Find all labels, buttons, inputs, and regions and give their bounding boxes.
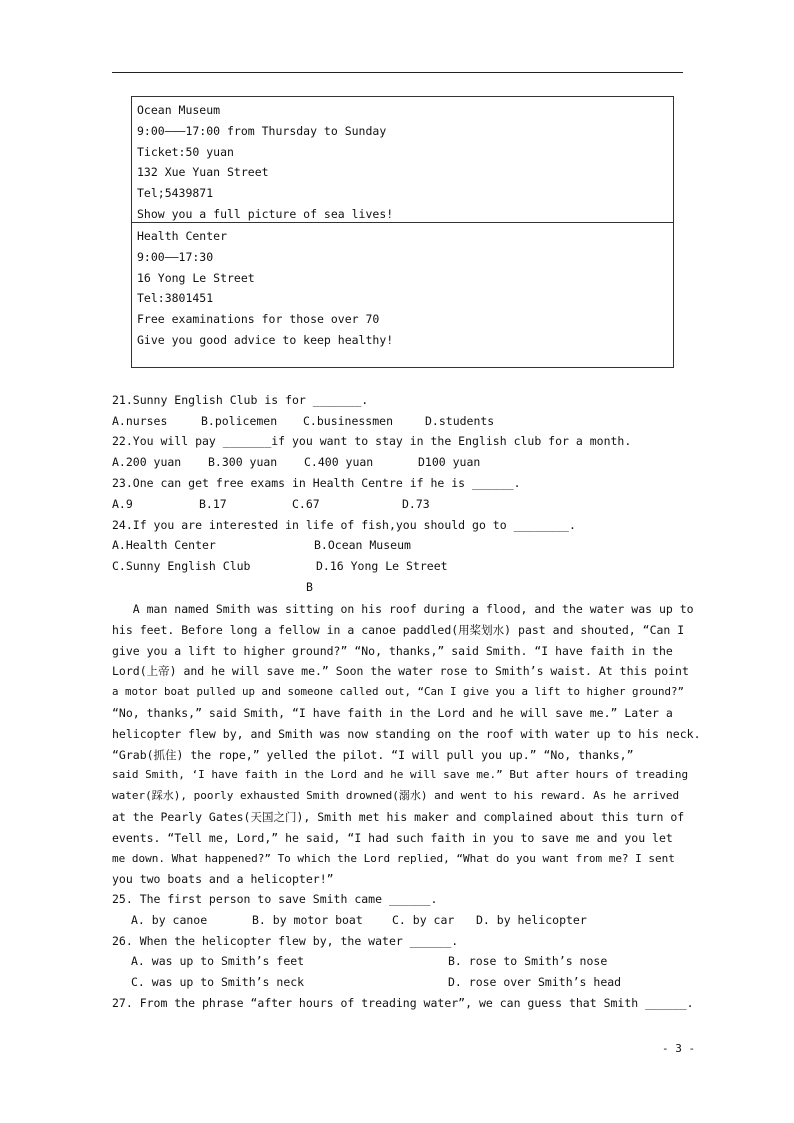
header-rule — [112, 72, 683, 73]
option: D. rose over Smith’s head — [448, 975, 622, 989]
passage-b — [112, 599, 701, 890]
question-26-options-2 — [112, 975, 712, 996]
passage-line: water(踩水), poorly exhausted Smith drowned(溺水) and went to his reward. As he arrived — [112, 789, 680, 803]
option: B.17 — [199, 497, 227, 511]
option: B. by motor boat — [252, 913, 363, 927]
passage-line: “Grab(抓住) the rope,” yelled the pilot. “I will pull you up.” “No, thanks,” — [112, 747, 634, 762]
health-center-tel: Tel:3801451 — [137, 291, 214, 306]
passage-line: “No, thanks,” said Smith, “I have faith in the Lord and he will save me.” Later a — [112, 705, 673, 720]
question-21-options — [112, 414, 712, 435]
passage-line: Lord(上帝) and he will save me.” Soon the water rose to Smith’s waist. At this point — [112, 664, 689, 679]
passage-line: said Smith, ‘I have faith in the Lord and he will save me.” But after hours of treading — [112, 768, 689, 782]
passage-line: A man named Smith was sitting on his roof during a flood, and the water was up to — [112, 602, 694, 616]
health-center-address: 16 Yong Le Street — [137, 270, 255, 285]
page-number: - 3 - — [662, 1042, 696, 1055]
question-22-options — [112, 455, 712, 476]
question-23: 23.One can get free exams in Health Centre if he is ______. — [112, 476, 521, 490]
section-b-label: B — [306, 580, 313, 594]
option: D.16 Yong Le Street — [316, 559, 448, 573]
option: A. was up to Smith’s feet — [131, 954, 305, 968]
question-24: 24.If you are interested in life of fish,you should go to ________. — [112, 518, 576, 532]
health-center-slogan: Give you good advice to keep healthy! — [137, 332, 394, 347]
passage-line: you two boats and a helicopter!” — [112, 872, 334, 887]
option: B. rose to Smith’s nose — [448, 954, 608, 968]
health-center-title: Health Center — [137, 229, 228, 243]
question-21: 21.Sunny English Club is for _______. — [112, 393, 369, 407]
option: A. by canoe — [131, 913, 208, 927]
option: D.73 — [402, 497, 430, 511]
question-23-options — [112, 497, 712, 518]
ocean-museum-title: Ocean Museum — [137, 103, 221, 117]
passage-line: at the Pearly Gates(天国之门), Smith met his maker and complained about this turn of — [112, 809, 685, 824]
passage-line: me down. What happened?” To which the Lord replied, “What do you want from me? I sent — [112, 851, 675, 865]
option: B.300 yuan — [208, 455, 278, 469]
ocean-museum-notice — [131, 96, 674, 223]
passage-line: events. “Tell me, Lord,” he said, “I had such faith in you to save me and you let — [112, 830, 673, 845]
ocean-museum-slogan: Show you a full picture of sea lives! — [137, 206, 394, 221]
option: D.students — [425, 414, 495, 428]
question-27: 27. From the phrase “after hours of treading water”, we can guess that Smith ______. — [112, 996, 694, 1010]
option: D. by helicopter — [476, 913, 587, 927]
ocean-museum-tel: Tel;5439871 — [137, 186, 214, 201]
option: B.policemen — [201, 414, 278, 428]
passage-line: helicopter flew by, and Smith was now standing on the roof with water up to his neck. — [112, 726, 701, 741]
option: B.Ocean Museum — [314, 538, 411, 552]
question-25: 25. The first person to save Smith came ______. — [112, 892, 438, 906]
option: D100 yuan — [418, 455, 481, 469]
question-26-options-1 — [112, 954, 712, 975]
option: C. was up to Smith’s neck — [131, 975, 305, 989]
question-26: 26. When the helicopter flew by, the water ______. — [112, 934, 459, 948]
option: C.67 — [292, 497, 320, 511]
option: A.9 — [112, 497, 133, 511]
option: C.businessmen — [303, 414, 394, 428]
ocean-museum-hours: 9:00———17:00 from Thursday to Sunday — [137, 123, 387, 138]
ocean-museum-ticket: Ticket:50 yuan — [137, 144, 234, 159]
option: C.400 yuan — [304, 455, 374, 469]
question-24-options-1 — [112, 538, 712, 559]
option: A.nurses — [112, 414, 168, 428]
option: C. by car — [392, 913, 455, 927]
health-center-notice — [131, 222, 674, 368]
question-24-options-2 — [112, 559, 712, 580]
option: A.Health Center — [112, 538, 216, 552]
option: C.Sunny English Club — [112, 559, 251, 573]
question-22: 22.You will pay _______if you want to stay in the English club for a month. — [112, 434, 632, 448]
option: A.200 yuan — [112, 455, 182, 469]
question-25-options — [112, 913, 712, 934]
passage-line: give you a lift to higher ground?” “No, thanks,” said Smith. “I have faith in the — [112, 643, 673, 658]
passage-line: a motor boat pulled up and someone called out, “Can I give you a lift to higher ground?” — [112, 685, 685, 699]
health-center-hours: 9:00——17:30 — [137, 249, 214, 264]
passage-line: his feet. Before long a fellow in a canoe paddled(用桨划水) past and shouted, “Can I — [112, 622, 685, 637]
ocean-museum-address: 132 Xue Yuan Street — [137, 165, 269, 180]
health-center-offer: Free examinations for those over 70 — [137, 312, 380, 327]
